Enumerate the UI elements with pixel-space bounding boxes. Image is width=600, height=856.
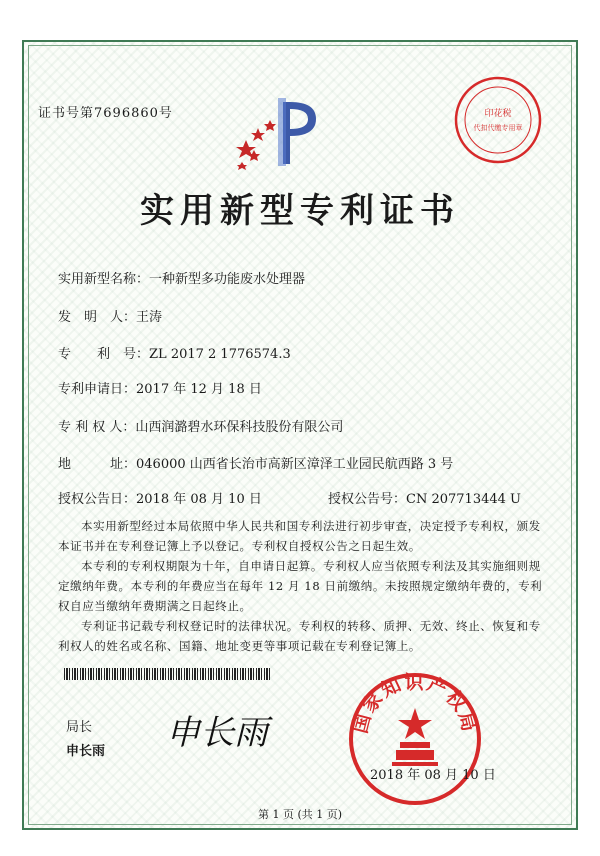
cnipa-official-seal [346,670,484,808]
patent-number-value: ZL 2017 2 1776574.3 [149,347,291,362]
grant-date-row [58,488,262,507]
grant-number-label: 授权公告号： [328,492,407,507]
body-paragraph-3: 专利证书记载专利权登记时的法律状况。专利权的转移、质押、无效、终止、恢复和专利权人的姓名或名称、国籍、地址变更等事项记载在专利登记簿上。 [58,619,541,653]
inventor-value: 王涛 [136,310,163,325]
body-paragraph-1: 本实用新型经过本局依照中华人民共和国专利法进行初步审查，决定授予专利权，颁发本证书并在专利登记簿上予以登记。专利权自授权公告之日起生效。 [58,519,541,553]
director-title: 局长 [66,720,93,735]
certificate-number: 证书号第7696860号 [38,106,173,121]
patent-number-label: 专 利 号： [58,347,150,362]
inventor-row [58,306,162,325]
seal-text: 国家知识产权局 [349,671,481,736]
utility-model-name-label: 实用新型名称： [58,272,150,287]
utility-model-name-value: 一种新型多功能废水处理器 [149,272,306,287]
filing-date-label: 专利申请日： [58,382,137,397]
body-paragraph-2: 本专利的专利权期限为十年，自申请日起算。专利权人应当依照专利法及其实施细则规定缴纳年费。本专利的年费应当在每年 12 月 18 日前缴纳。未按照规定缴纳年费的，专利权自应当缴纳年费期满之日起终止。 [58,559,543,613]
tax-stamp-seal [452,74,544,166]
barcode [64,668,270,680]
cnipa-logo-icon [228,92,328,172]
grant-date-value: 2018 年 08 月 10 日 [136,492,262,507]
address-row [58,453,453,472]
patent-number-row [58,343,291,362]
handwritten-signature [162,706,302,756]
utility-model-name-row [58,268,305,287]
page-number: 第 1 页 (共 1 页) [257,808,343,821]
director-name: 申长雨 [66,744,106,759]
patentee-row [58,416,343,435]
patentee-label: 专 利 权 人： [58,420,136,435]
grant-number-row [328,488,521,507]
signature-text: 申长雨 [166,713,268,753]
address-label: 地 址： [58,457,137,472]
patentee-value: 山西润潞碧水环保科技股份有限公司 [135,420,344,435]
page-title: 实用新型专利证书 [140,191,460,231]
filing-date-row [58,378,262,397]
seal-date: 2018 年 08 月 10 日 [370,768,496,783]
grant-number-value: CN 207713444 U [406,492,521,507]
svg-text:印花税: 印花税 [484,109,512,119]
filing-date-value: 2017 年 12 月 18 日 [136,382,262,397]
inventor-label: 发 明 人： [58,310,137,325]
svg-text:代扣代缴专用章: 代扣代缴专用章 [473,124,523,132]
address-value: 046000 山西省长治市高新区漳泽工业园民航西路 3 号 [136,457,454,472]
grant-date-label: 授权公告日： [58,492,137,507]
